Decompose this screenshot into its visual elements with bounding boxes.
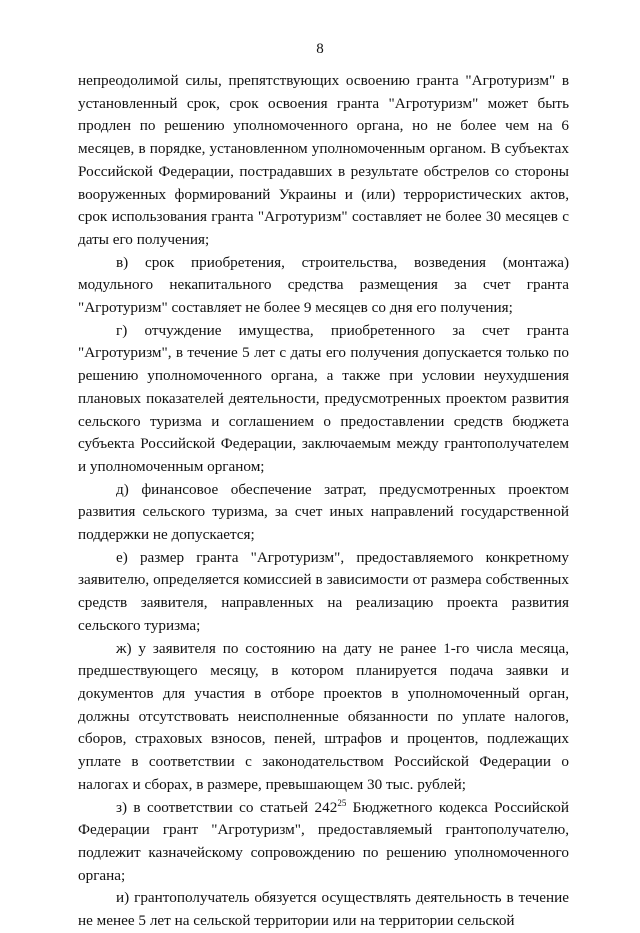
document-body — [78, 70, 569, 933]
paragraph-item-g: г) отчуждение имущества, приобретенного за счет гранта "Агротуризм", в течение 5 лет с даты его получения допускается только по решению уполномоченного органа, а также при условии неухудшения плановых показателей деятельности, предусмотренных проектом развития сельского туризма и соглашением о предоставлении средств бюджета субъекта Российской Федерации, заключаемым между грантополучателем и уполномоченным органом; — [78, 321, 569, 475]
paragraph-item-zh: ж) у заявителя по состоянию на дату не ранее 1-го числа месяца, предшествующего месяцу, в котором планируется подача заявки и документов для участия в отборе проектов в уполномоченный орган, должны отсутствовать неисполненные обязанности по уплате налогов, сборов, страховых взносов, пеней, штрафов и процентов, подлежащих уплате в соответствии с законодательством Российской Федерации о налогах и сборах, в размере, превышающем 30 тыс. рублей; — [78, 639, 569, 793]
paragraph-item-z-text-before: з) в соответствии со статьей 242 — [116, 798, 338, 816]
paragraph-item-d: д) финансовое обеспечение затрат, предусмотренных проектом развития сельского туризма, за счет иных направлений государственной поддержки не допускается; — [78, 480, 569, 544]
paragraph-item-i: и) грантополучатель обязуется осуществлять деятельность в течение не менее 5 лет на сельской территории или на территории сельской — [78, 889, 569, 930]
paragraph-item-e: е) размер гранта "Агротуризм", предоставляемого конкретному заявителю, определяется комиссией в зависимости от размера собственных средств заявителя, направленных на реализацию проекта развития сельского туризма; — [78, 548, 569, 634]
paragraph-item-z — [78, 797, 569, 888]
paragraph-continuation: непреодолимой силы, препятствующих освоению гранта "Агротуризм" в установленный срок, срок освоения гранта "Агротуризм" может быть продлен по решению уполномоченного органа, но не более чем на 6 месяцев, в порядке, установленном уполномоченным органом. В субъектах Российской Федерации, пострадавших в результате обстрелов со стороны вооруженных формирований Украины и (или) террористических актов, срок использования гранта "Агротуризм" составляет не более 30 месяцев с даты его получения; — [78, 72, 569, 248]
article-superscript: 25 — [337, 797, 347, 808]
page-number: 8 — [316, 41, 324, 57]
paragraph-item-z-text-after: Бюджетного кодекса Российской Федерации грант "Агротуризм", предоставляемый грантополучателю, подлежит казначейскому сопровождению по решению уполномоченного органа; — [78, 798, 569, 884]
paragraph-item-v: в) срок приобретения, строительства, возведения (монтажа) модульного некапитального средства размещения за счет гранта "Агротуризм" составляет не более 9 месяцев со дня его получения; — [78, 253, 569, 317]
